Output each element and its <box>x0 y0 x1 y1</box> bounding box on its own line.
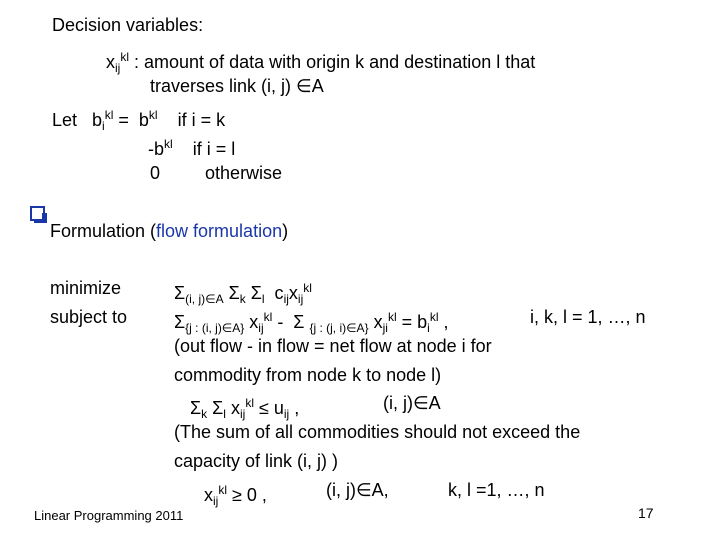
constraint-capacity-range: (i, j)∈A <box>383 393 441 413</box>
minimize-label: minimize <box>50 278 122 298</box>
note1-line1: (out flow - in flow = net flow at node i for <box>174 336 492 356</box>
page-number: 17 <box>638 505 654 521</box>
subject-to-label: subject to <box>50 307 128 327</box>
dv-definition-line1: $x_{ij}^{kl}$ : amount of data with origin k and destination l that <box>106 50 536 75</box>
constraint-flow-range: i, k, l = 1, …, n <box>530 307 646 327</box>
let-label: Let $b_i^{kl} = b^{kl}$ if i = k <box>52 108 226 133</box>
note2-line1: (The sum of all commodities should not exceed the <box>174 422 581 442</box>
bullet-icon <box>30 206 45 221</box>
dv-definition-line2: traverses link (i, j) ∈A <box>150 76 324 96</box>
constraint-nonnegativity-range1: (i, j)∈A, <box>326 480 389 500</box>
flow-formulation-text: flow formulation <box>156 221 283 241</box>
constraint-nonnegativity: $x_{ij}^{kl} \ge 0$ , <box>204 483 267 508</box>
case-neg-bkl: $-b^{kl}$ if i = l <box>148 137 236 159</box>
dv-title: Decision variables: <box>52 15 204 35</box>
constraint-capacity: $\Sigma_k$ $\Sigma_l$ $x_{ij}^{kl} \le u_{ij}$ , <box>190 396 300 421</box>
constraint-flow-balance: $\Sigma_{\{j : (i, j)\in A\}}$ $x_{ij}^{kl}$ - Σ $_{\{j : (j, i)\in A\}}$ $x_{ji}^{kl} = b_i^{kl}$ , <box>174 310 449 335</box>
case-zero: 0 otherwise <box>150 163 283 183</box>
note2-line2: capacity of link (i, j) ) <box>174 451 339 471</box>
objective-function: $\Sigma_{(i, j)\in A}$ $\Sigma_k$ $\Sigma_l$ $c_{ij}x_{ij}^{kl}$ <box>174 281 312 306</box>
constraint-nonnegativity-range2: k, l =1, …, n <box>448 480 545 500</box>
footer-course: Linear Programming 2011 <box>34 508 184 523</box>
formulation-heading: Formulation (flow formulation) <box>50 221 289 241</box>
note1-line2: commodity from node k to node l) <box>174 365 442 385</box>
